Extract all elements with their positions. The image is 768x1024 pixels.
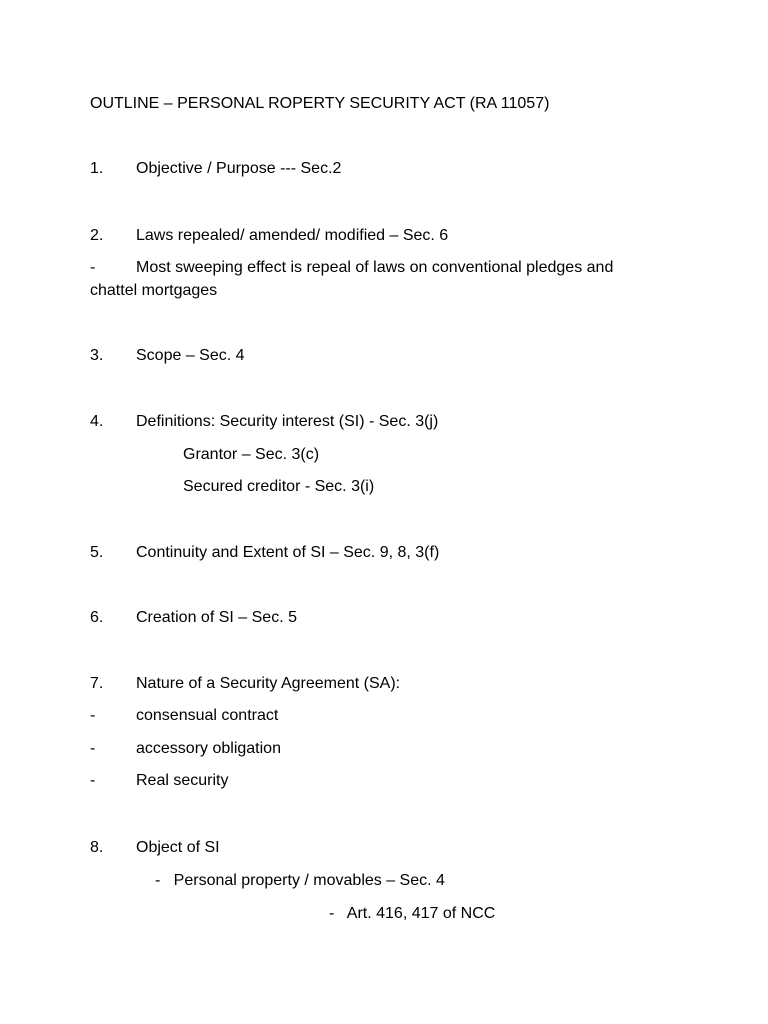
item-8-sub: - Personal property / movables – Sec. 4 <box>155 872 445 889</box>
outline-item-5 <box>90 543 439 563</box>
item-text: Scope – Sec. 4 <box>136 347 245 364</box>
item-4-sub-grantor: Grantor – Sec. 3(c) <box>183 446 320 463</box>
item-number: 4. <box>90 413 104 430</box>
item-number: 1. <box>90 160 104 177</box>
item-2-note-line-1 <box>90 258 613 278</box>
item-number: 3. <box>90 347 104 364</box>
note-text: Most sweeping effect is repeal of laws on conventional pledges and <box>136 259 614 276</box>
item-7-bullet-1 <box>90 706 278 726</box>
outline-item-2 <box>90 226 448 246</box>
item-number: 7. <box>90 675 104 692</box>
item-4-sub-secured-creditor: Secured creditor - Sec. 3(i) <box>183 478 375 495</box>
document-title: OUTLINE – PERSONAL ROPERTY SECURITY ACT (RA 11057) <box>90 95 550 112</box>
item-text: Continuity and Extent of SI – Sec. 9, 8, 3(f) <box>136 544 440 561</box>
outline-item-8 <box>90 838 220 858</box>
item-text: Laws repealed/ amended/ modified – Sec. 6 <box>136 227 449 244</box>
outline-item-4 <box>90 412 438 432</box>
outline-item-3 <box>90 346 245 366</box>
bullet-text: Real security <box>136 772 229 789</box>
item-number: 8. <box>90 839 104 856</box>
item-7-bullet-2 <box>90 739 281 759</box>
item-text: Definitions: Security interest (SI) - Sec. 3(j) <box>136 413 439 430</box>
outline-item-6 <box>90 608 297 628</box>
item-number: 2. <box>90 227 104 244</box>
item-number: 6. <box>90 609 104 626</box>
bullet-dash: - <box>90 259 96 276</box>
item-text: Objective / Purpose --- Sec.2 <box>136 160 342 177</box>
bullet-text: accessory obligation <box>136 740 281 757</box>
item-text: Creation of SI – Sec. 5 <box>136 609 297 626</box>
item-2-note-line-2: chattel mortgages <box>90 282 218 299</box>
item-8-subsub: - Art. 416, 417 of NCC <box>329 905 496 922</box>
bullet-dash: - <box>90 707 96 724</box>
bullet-dash: - <box>90 772 96 789</box>
item-number: 5. <box>90 544 104 561</box>
bullet-dash: - <box>90 740 96 757</box>
bullet-text: consensual contract <box>136 707 279 724</box>
item-text: Object of SI <box>136 839 220 856</box>
item-7-bullet-3 <box>90 771 228 791</box>
outline-item-7 <box>90 674 400 694</box>
item-text: Nature of a Security Agreement (SA): <box>136 675 401 692</box>
outline-item-1 <box>90 159 341 179</box>
